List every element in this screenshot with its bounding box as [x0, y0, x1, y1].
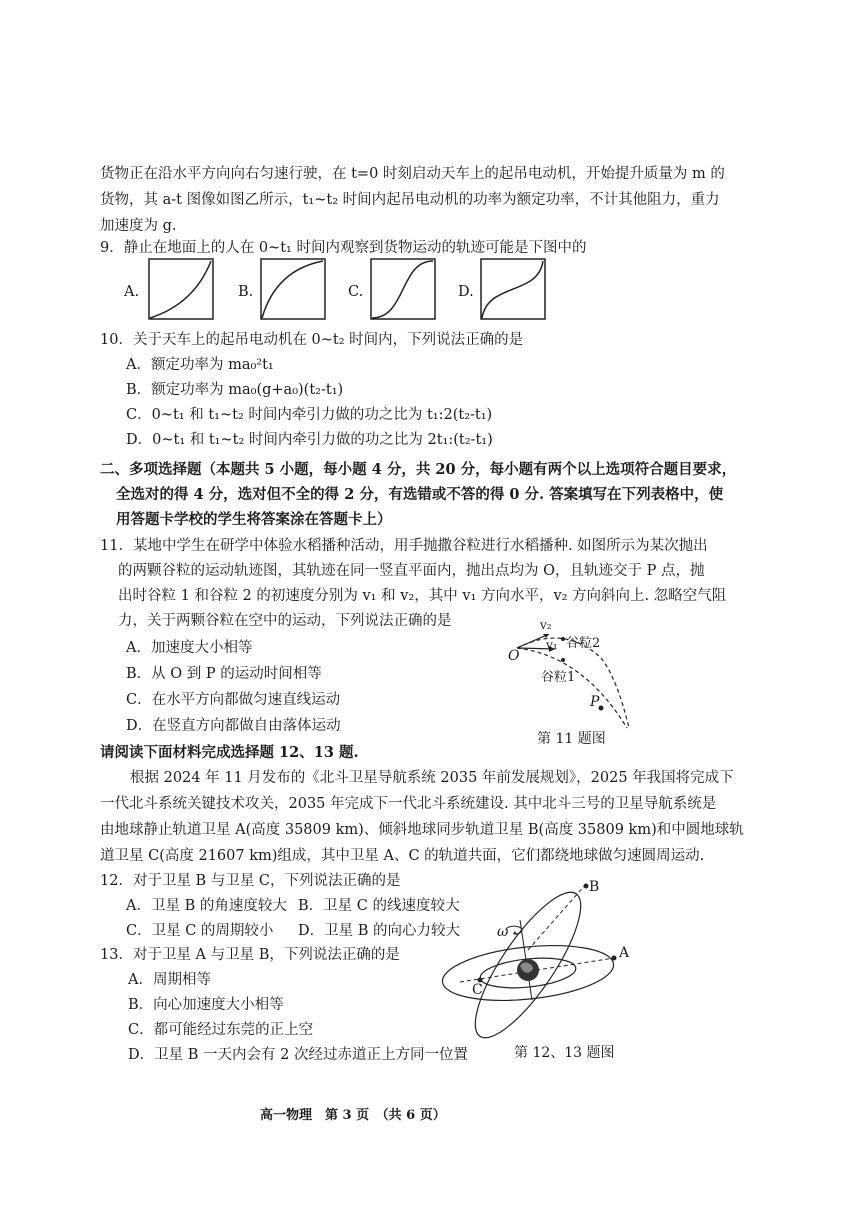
q13-option-d: D．卫星 B 一天内会有 2 次经过赤道正上方同一位置	[128, 1047, 468, 1063]
q11-label-v1: v₁	[546, 638, 558, 652]
q12-option-d: D．卫星 B 的向心力较大	[298, 923, 460, 939]
q11-label-grain1: 谷粒1	[541, 670, 576, 685]
q10-option-a: A．额定功率为 ma₀²t₁	[126, 357, 274, 373]
q11-stem-line-2: 的两颗谷粒的运动轨迹图，其轨迹在同一竖直平面内，抛出点均为 O，且轨迹交于 P 点，抛	[118, 563, 705, 579]
q10-option-d: D．0~t₁ 和 t₁~t₂ 时间内牵引力做的功之比为 2t₁:(t₂-t₁)	[126, 432, 493, 448]
q11-option-c: C．在水平方向都做匀速直线运动	[126, 692, 341, 708]
section2-line-1: 二、多项选择题（本题共 5 小题，每小题 4 分，共 20 分，每小题有两个以上选项符合题目要求，	[100, 461, 737, 478]
q12-13-label-b: B	[589, 879, 600, 895]
q9-option-c-graph	[370, 258, 436, 320]
q11-label-o: O	[508, 648, 520, 664]
q13-option-a: A．周期相等	[128, 972, 211, 988]
q9-option-a-label: A.	[124, 284, 140, 300]
q12-option-c: C．卫星 C 的周期较小	[126, 923, 274, 939]
q12-13-orbit-figure	[440, 880, 630, 1040]
q9-stem: 9．静止在地面上的人在 0~t₁ 时间内观察到货物运动的轨迹可能是下图中的	[100, 240, 587, 256]
q9-option-c-label: C.	[348, 284, 364, 300]
material-line-4: 道卫星 C(高度 21607 km)组成，其中卫星 A、C 的轨道共面，它们都绕地球做匀速圆周运动.	[100, 848, 705, 864]
section2-line-2: 全选对的得 4 分，选对但不全的得 2 分，有选错或不答的得 0 分. 答案填写在下列表格中，使	[116, 486, 724, 503]
intro-line-2: 货物，其 a-t 图像如图乙所示，t₁~t₂ 时间内起吊电动机的功率为额定功率，不计其他阻力，重力	[100, 192, 720, 208]
q13-stem: 13．对于卫星 A 与卫星 B，下列说法正确的是	[100, 947, 400, 963]
q13-option-c: C．都可能经过东莞的正上空	[128, 1022, 314, 1038]
material-heading: 请阅读下面材料完成选择题 12、13 题.	[100, 744, 359, 761]
q9-option-d-graph	[480, 258, 546, 320]
q9-option-b-graph	[260, 258, 326, 320]
q11-label-p: P	[590, 694, 600, 710]
q11-option-a: A．加速度大小相等	[126, 640, 253, 656]
q11-stem-line-1: 11．某地中学生在研学中体验水稻播种活动，用手抛撒谷粒进行水稻播种. 如图所示为某次抛出	[100, 538, 708, 554]
q9-option-b-label: B.	[238, 284, 254, 300]
q10-option-b: B．额定功率为 ma₀(g+a₀)(t₂-t₁)	[126, 382, 344, 398]
material-line-1: 根据 2024 年 11 月发布的《北斗卫星导航系统 2035 年前发展规划》，2025 年我国将完成下	[130, 770, 734, 786]
q11-stem-line-3: 出时谷粒 1 和谷粒 2 的初速度分别为 v₁ 和 v₂，其中 v₁ 方向水平，v₂ 方向斜向上. 忽略空气阻	[118, 588, 727, 604]
q11-label-grain2: 谷粒2	[566, 636, 601, 651]
q11-option-b: B．从 O 到 P 的运动时间相等	[126, 666, 322, 682]
page-footer: 高一物理 第 3 页 （共 6 页）	[260, 1108, 446, 1123]
q11-stem-line-4: 力，关于两颗谷粒在空中的运动，下列说法正确的是	[118, 613, 452, 629]
q12-13-label-c: C	[472, 982, 483, 998]
intro-line-3: 加速度为 g.	[100, 218, 177, 234]
q11-figure-caption: 第 11 题图	[537, 731, 606, 747]
q12-stem: 12．对于卫星 B 与卫星 C，下列说法正确的是	[100, 873, 401, 889]
material-line-3: 由地球静止轨道卫星 A(高度 35809 km)、倾斜地球同步轨道卫星 B(高度 35809 km)和中圆地球轨	[100, 822, 744, 838]
material-line-2: 一代北斗系统关键技术攻关，2035 年完成下一代北斗系统建设. 其中北斗三号的卫星导航系统是	[100, 796, 717, 812]
q12-13-label-omega: ω	[497, 924, 509, 940]
q12-13-label-a: A	[619, 945, 630, 961]
q9-option-a-graph	[148, 258, 214, 320]
q11-label-v2: v₂	[540, 618, 552, 632]
q12-option-b: B．卫星 C 的线速度较大	[298, 898, 460, 914]
q10-stem: 10．关于天车上的起吊电动机在 0~t₂ 时间内，下列说法正确的是	[100, 332, 524, 348]
intro-line-1: 货物正在沿水平方向向右匀速行驶，在 t=0 时刻启动天车上的起吊电动机，开始提升质量为 m 的	[100, 166, 725, 182]
section2-line-3: 用答题卡学校的学生将答案涂在答题卡上）	[116, 511, 392, 528]
q12-13-figure-caption: 第 12、13 题图	[514, 1045, 615, 1061]
q13-option-b: B．向心加速度大小相等	[128, 997, 284, 1013]
q11-option-d: D．在竖直方向都做自由落体运动	[126, 718, 341, 734]
q12-option-a: A．卫星 B 的角速度较大	[126, 898, 287, 914]
q9-option-d-label: D.	[458, 284, 474, 300]
q10-option-c: C．0~t₁ 和 t₁~t₂ 时间内牵引力做的功之比为 t₁:2(t₂-t₁)	[126, 407, 493, 423]
